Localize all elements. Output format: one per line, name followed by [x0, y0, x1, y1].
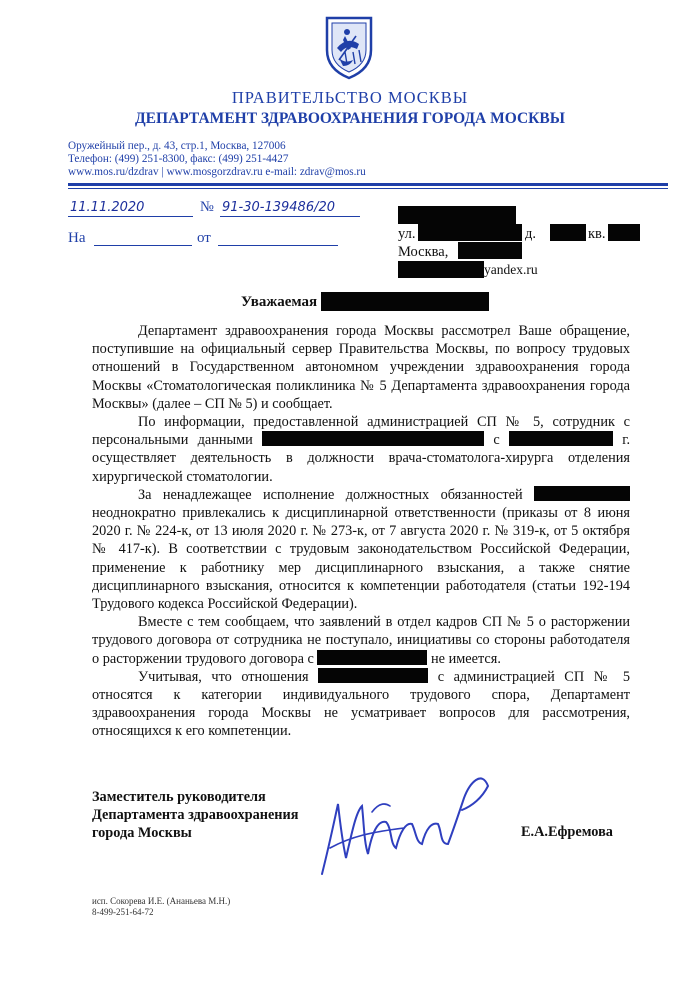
paragraph-3-text-b: неоднократно привлекались к дисциплинарной ответственности (приказы от 8 июня 2020 г. № 224-к, от 13 июля 2020 г. № 273-к, от 7 августа 2020 г. № 319-к, от 5 октября № 417-к). В соответствии с трудовым законодательством Российской Федерации, применение к работнику мер дисциплинарного взыскания, а также снятие дисциплинарного взыскания, относится к компетенции работодателя (статьи 192-194 Трудового кодекса Российской Федерации).: [92, 505, 630, 613]
number-label: №: [200, 199, 214, 215]
paragraph-3: [92, 486, 630, 613]
paragraph-2-text-b: с: [493, 432, 500, 449]
district-redaction: [458, 242, 522, 259]
letterhead-divider-thin: [68, 188, 668, 189]
greeting: Уважаемая: [241, 294, 318, 310]
apt-prefix: кв.: [588, 226, 606, 242]
signatory-name: Е.А.Ефремова: [521, 824, 613, 840]
employee-name-redaction-3: [318, 668, 428, 683]
moscow-coat-of-arms-icon: [323, 14, 375, 80]
ot-blank: [218, 230, 338, 246]
greeting-name-redaction: [321, 292, 489, 311]
na-blank: [94, 230, 192, 246]
house-redaction: [550, 224, 586, 241]
paragraph-5-text-a: Учитывая, что отношения: [138, 668, 309, 685]
email-redaction: [398, 261, 484, 278]
apt-redaction: [608, 224, 640, 241]
recipient-email-suffix: yandex.ru: [484, 262, 538, 277]
paragraph-2-text-a: По информации, предоставленной администрацией СП № 5, сотрудник с персональными данными: [92, 414, 630, 449]
date-redaction: [509, 431, 613, 446]
signatory-title-line-3: города Москвы: [92, 825, 192, 841]
street-redaction: [418, 224, 522, 241]
personal-data-redaction: [262, 431, 484, 446]
recipient-name-redaction: [398, 206, 516, 224]
paragraph-4-text-b: не имеется.: [431, 650, 501, 667]
na-label: На: [68, 230, 86, 246]
paragraph-4-text-a: Вместе с тем сообщаем, что заявлений в отдел кадров СП № 5 о расторжении трудового договора от сотрудника не поступало, инициативы со стороны работодателя о расторжении трудового договора с: [92, 614, 630, 667]
paragraph-2: [92, 413, 630, 486]
letterhead-divider: [68, 183, 668, 186]
web-line: www.mos.ru/dzdrav | www.mosgorzdrav.ru e-mail: zdrav@mos.ru: [68, 166, 366, 178]
executor-phone: 8-499-251-64-72: [92, 907, 154, 917]
executor-info: [92, 896, 230, 918]
handwritten-signature: [312, 762, 502, 882]
outgoing-date: 11.11.2020: [70, 200, 145, 215]
paragraph-5-text-b: с администрацией СП № 5 относятся к категории индивидуального трудового спора, Департамент здравоохранения города Москвы не усматривает вопросов для рассмотрения, относящихся к его компетенции.: [92, 668, 630, 740]
phone-line: Телефон: (499) 251-8300, факс: (499) 251-4427: [68, 153, 289, 165]
employee-name-redaction-2: [317, 650, 427, 665]
executor-name: исп. Сокорева И.Е. (Ананьева М.Н.): [92, 896, 231, 906]
ot-label: от: [197, 230, 211, 246]
paragraph-4: [92, 613, 630, 668]
paragraph-5: [92, 668, 630, 741]
house-prefix: д.: [525, 226, 537, 242]
employee-name-redaction: [534, 486, 630, 501]
government-heading: ПРАВИТЕЛЬСТВО МОСКВЫ: [231, 88, 469, 107]
signatory-title: [92, 788, 299, 842]
recipient-city: Москва,: [398, 244, 449, 260]
street-prefix: ул.: [398, 226, 416, 242]
signatory-title-line-2: Департамента здравоохранения: [92, 807, 299, 823]
address-line: Оружейный пер., д. 43, стр.1, Москва, 127006: [68, 140, 286, 152]
department-heading: ДЕПАРТАМЕНТ ЗДРАВООХРАНЕНИЯ ГОРОДА МОСКВЫ: [135, 110, 565, 127]
paragraph-1: Департамент здравоохранения города Москвы рассмотрел Ваше обращение, поступившие на официальный сервер Правительства Москвы, по вопросу трудовых отношений в Государственном автономном учреждении здравоохранения города Москвы «Стоматологическая поликлиника № 5 Департамента здравоохранения города Москвы» (далее – СП № 5) и сообщает.: [92, 323, 630, 412]
paragraph-2-text-c: г. осуществляет деятельность в должности врача-стоматолога-хирурга отделения хирургической стоматологии.: [92, 432, 631, 485]
paragraph-3-text-a: За ненадлежащее исполнение должностных обязанностей: [138, 486, 523, 503]
signatory-title-line-1: Заместитель руководителя: [92, 789, 266, 805]
letter-body: [92, 322, 630, 741]
letterhead-contacts: [68, 140, 366, 179]
outgoing-number: 91-30-139486/20: [222, 200, 336, 215]
